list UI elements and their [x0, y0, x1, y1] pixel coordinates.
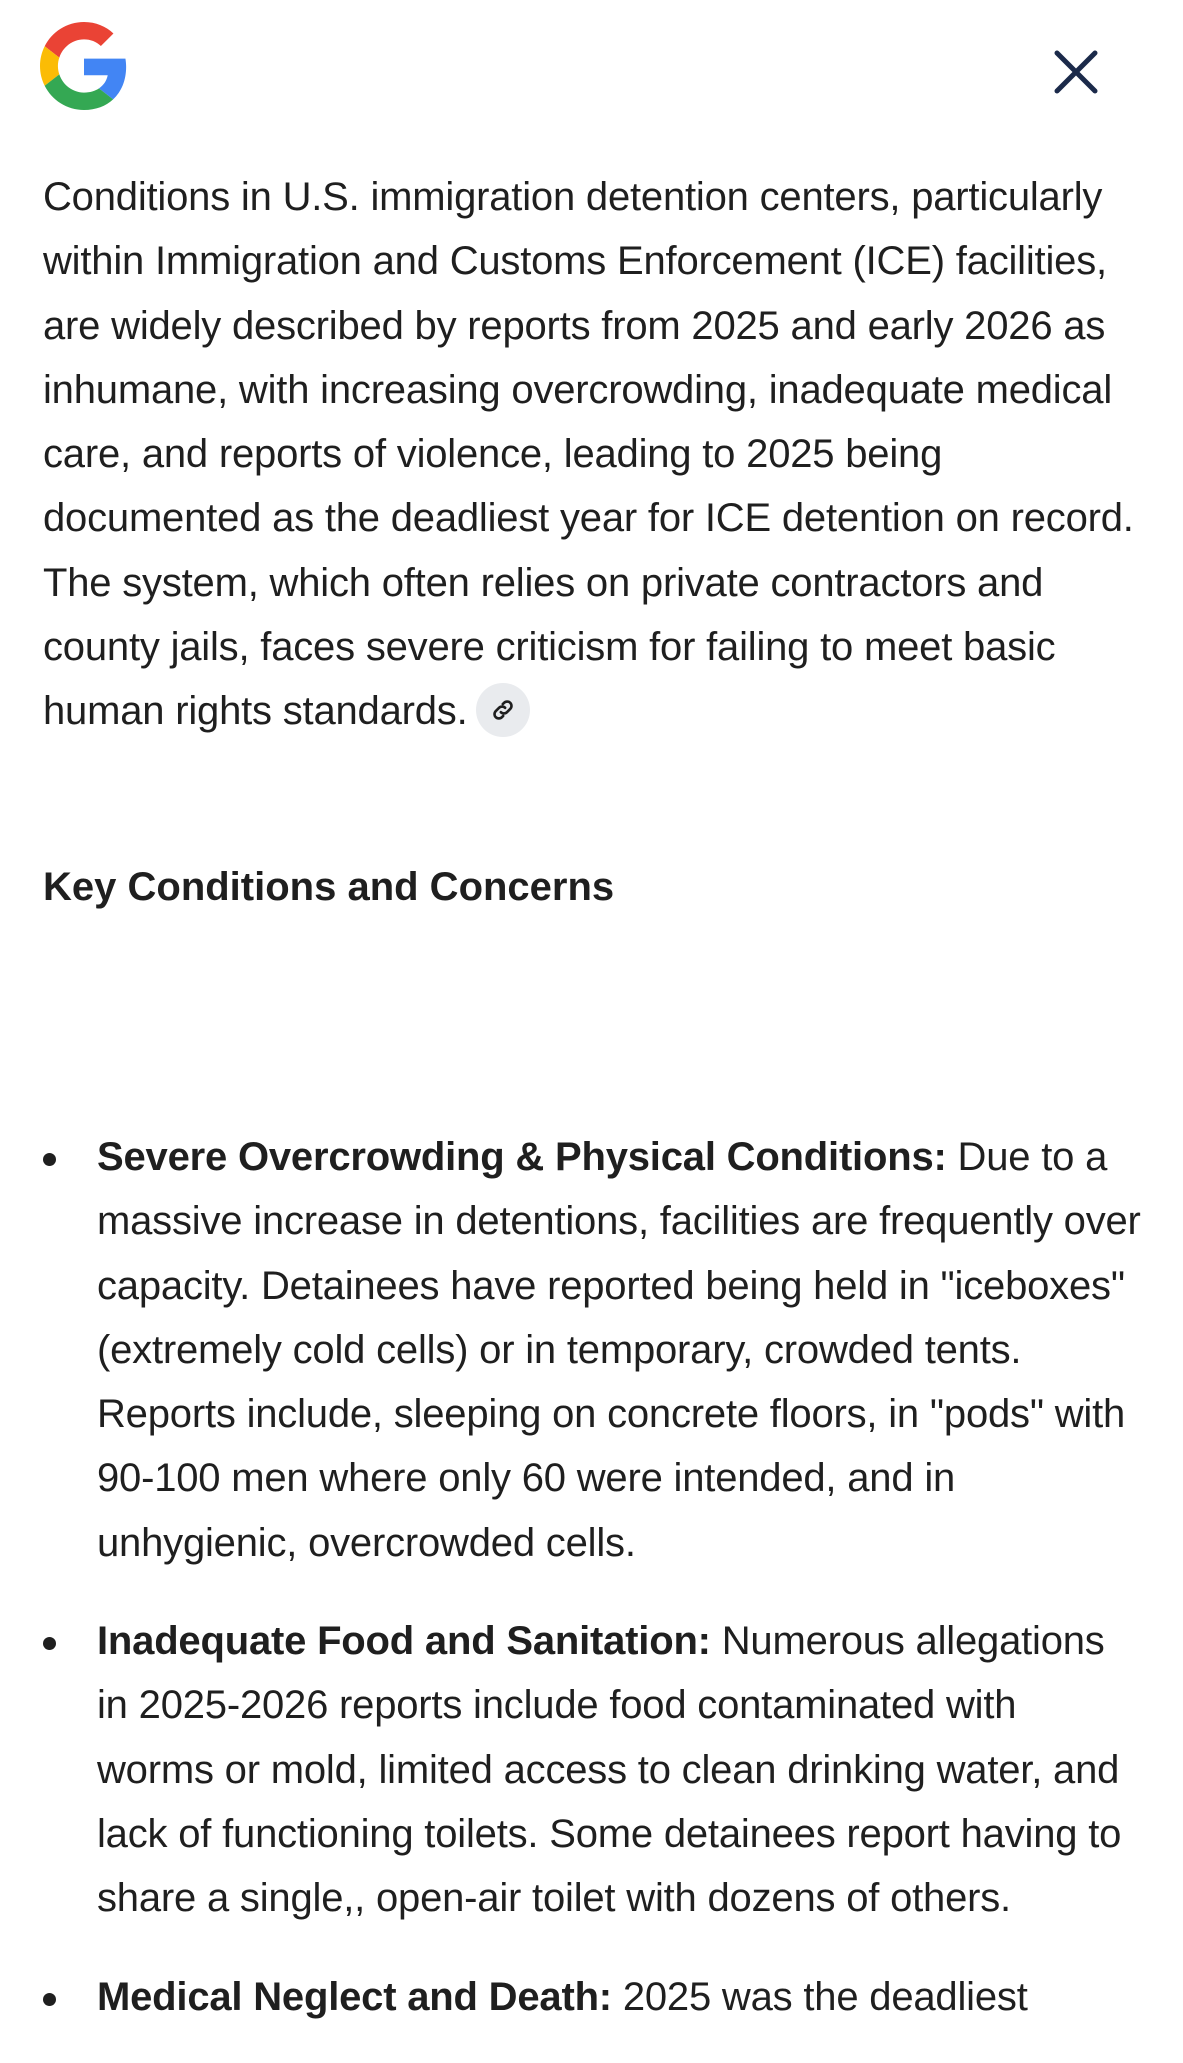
intro-text: Conditions in U.S. immigration detention centers, particularly within Immigration and Customs Enforcement (ICE) facilities, are widely described by reports from 2025 and early 2026 as inhumane, with increasing overcrowding, inadequate medical care, and reports of violence, leading to 2025 being documented as the deadliest year for ICE detention on record. The system, which often relies on private contractors and county jails, faces severe criticism for failing to meet basic human rights standards.: [43, 175, 1134, 734]
conditions-list: [43, 1125, 1143, 2063]
bullet-dot: [43, 1637, 56, 1650]
close-icon: [1053, 49, 1099, 95]
list-item-title: Severe Overcrowding & Physical Conditions:: [97, 1135, 947, 1179]
list-item-title: Inadequate Food and Sanitation:: [97, 1619, 711, 1664]
google-logo-icon: [40, 22, 128, 110]
section-heading: Key Conditions and Concerns: [43, 865, 615, 909]
answer-content: [43, 165, 1143, 2019]
list-item: [43, 1125, 1143, 1575]
close-button[interactable]: [1030, 36, 1122, 108]
bullet-dot: [43, 1153, 56, 1166]
bullet-dot: [43, 1993, 56, 2006]
list-item-title: Medical Neglect and Death:: [97, 1974, 612, 2019]
list-item-text: Numerous allegations in 2025-2026 reports include food contaminated with worms or mold, limited access to clean drinking water, and lack of functioning toilets. Some detainees report having to share a single,, open-air toilet with dozens of others.: [97, 1619, 1122, 1921]
source-link-button[interactable]: [476, 683, 530, 737]
link-icon: [490, 697, 516, 723]
intro-paragraph: [43, 165, 1143, 744]
list-item-text: 2025 was the deadliest: [611, 1974, 1028, 2019]
list-item: [43, 1609, 1143, 1930]
list-item-text: Due to a massive increase in detentions, facilities are frequently over capacity. Detainees have reported being held in "iceboxes" (extremely cold cells) or in temporary, crowded tents. Reports include, sleeping on concrete floors, in "pods" with 90-100 men where only 60 were intended, and in unhygienic, overcrowded cells.: [97, 1135, 1141, 1565]
top-bar: [0, 0, 1183, 140]
list-item: [43, 1965, 1143, 2029]
